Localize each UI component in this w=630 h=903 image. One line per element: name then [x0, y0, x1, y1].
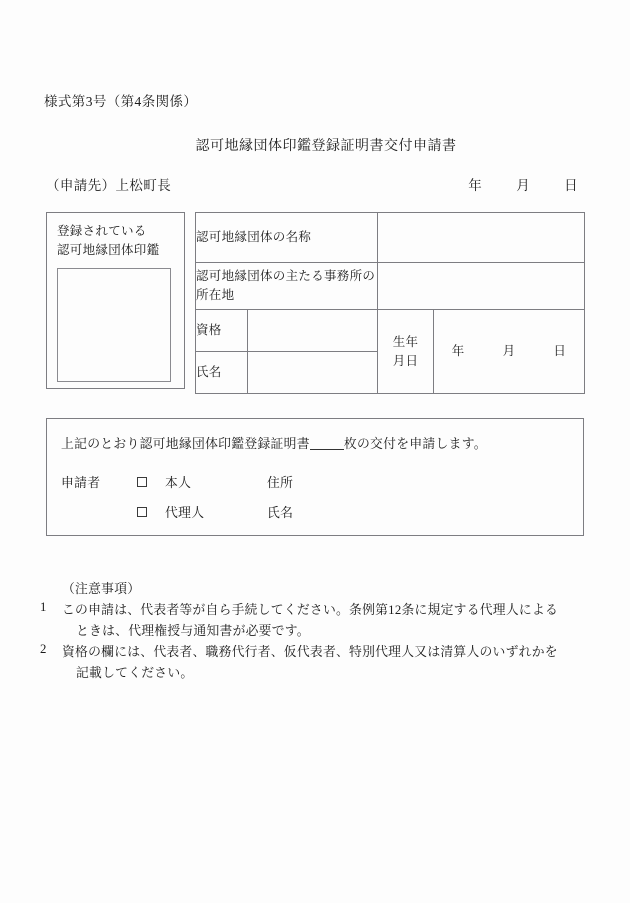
note-2-line1: 資格の欄には、代表者、職務代行者、仮代表者、特別代理人又は清算人のいずれかを [62, 645, 558, 660]
notes-title: （注意事項） [62, 582, 141, 596]
date-day-label: 日 [564, 178, 578, 193]
declaration-box [46, 418, 584, 536]
applicant-row-proxy [61, 502, 583, 532]
addressee-and-date-row [46, 174, 584, 194]
registered-seal-label-line1: 登録されている [57, 224, 147, 238]
qualification-value[interactable] [248, 310, 378, 352]
registered-seal-label [57, 222, 184, 261]
organization-name-label: 認可地縁団体の名称 [196, 213, 378, 263]
representative-name-value[interactable] [248, 352, 378, 394]
organization-name-value[interactable] [378, 213, 585, 263]
note-1-line1: この申請は、代表者等が自ら手続してください。条例第12条に規定する代理人による [62, 603, 559, 617]
declaration-sentence [61, 433, 583, 452]
document-title: 認可地縁団体印鑑登録証明書交付申請書 [195, 139, 457, 154]
birthdate-label-line1: 生年 [392, 334, 419, 349]
submission-date-line [468, 174, 584, 194]
organization-details-table-wrap [195, 212, 584, 394]
applicant-row-self [61, 472, 583, 502]
registered-seal-label-line2: 認可地縁団体印鑑 [57, 243, 160, 258]
note-1-body [62, 600, 600, 641]
birthdate-ymd-line [434, 342, 584, 361]
note-1-number: 1 [40, 600, 47, 614]
date-month-label: 月 [516, 178, 531, 193]
applicant-option-proxy-label: 代理人 [165, 506, 205, 520]
addressee-label: （申請先）上松町長 [46, 178, 172, 193]
applicant-section [61, 472, 583, 532]
birthdate-year-label: 年 [451, 344, 465, 359]
registered-seal-cell [46, 212, 185, 389]
organization-address-label: 認可地縁団体の主たる事務所の所在地 [196, 263, 378, 310]
form-number: 様式第3号（第4条関係） [44, 94, 198, 109]
qualification-label: 資格 [196, 310, 248, 352]
organization-address-value[interactable] [378, 263, 585, 310]
birthdate-day-label: 日 [553, 344, 567, 359]
applicant-option-self-label: 本人 [165, 476, 192, 490]
note-2-number: 2 [40, 642, 47, 657]
applicant-label: 申請者 [61, 476, 101, 490]
birthdate-value-cell[interactable] [434, 310, 585, 394]
checkbox-proxy[interactable] [137, 507, 147, 517]
declaration-text-after: 枚の交付を申請します。 [343, 437, 487, 451]
sheets-count-input[interactable] [310, 449, 344, 450]
checkbox-self[interactable] [137, 477, 147, 487]
seal-impression-box[interactable] [57, 268, 171, 382]
note-1-line2: ときは、代理権授与通知書が必要です。 [76, 623, 310, 638]
table-row-organization-address [196, 263, 585, 310]
note-item-2 [36, 642, 600, 683]
birthdate-label [378, 310, 434, 394]
applicant-address-label: 住所 [267, 476, 294, 490]
birthdate-month-label: 月 [502, 344, 516, 359]
table-row-qualification [196, 310, 585, 352]
organization-details-table [195, 212, 585, 394]
main-form-block [46, 212, 584, 394]
note-item-1 [36, 600, 600, 641]
table-row-organization-name [196, 213, 585, 263]
declaration-text-before: 上記のとおり認可地縁団体印鑑登録証明書 [61, 437, 310, 451]
birthdate-label-line2: 月日 [392, 353, 419, 368]
representative-name-label: 氏名 [196, 352, 248, 394]
notes-section [36, 578, 600, 685]
note-2-body [62, 642, 600, 683]
note-2-line2: 記載してください。 [76, 666, 194, 681]
date-year-label: 年 [468, 178, 483, 193]
applicant-name-label: 氏名 [267, 506, 294, 520]
